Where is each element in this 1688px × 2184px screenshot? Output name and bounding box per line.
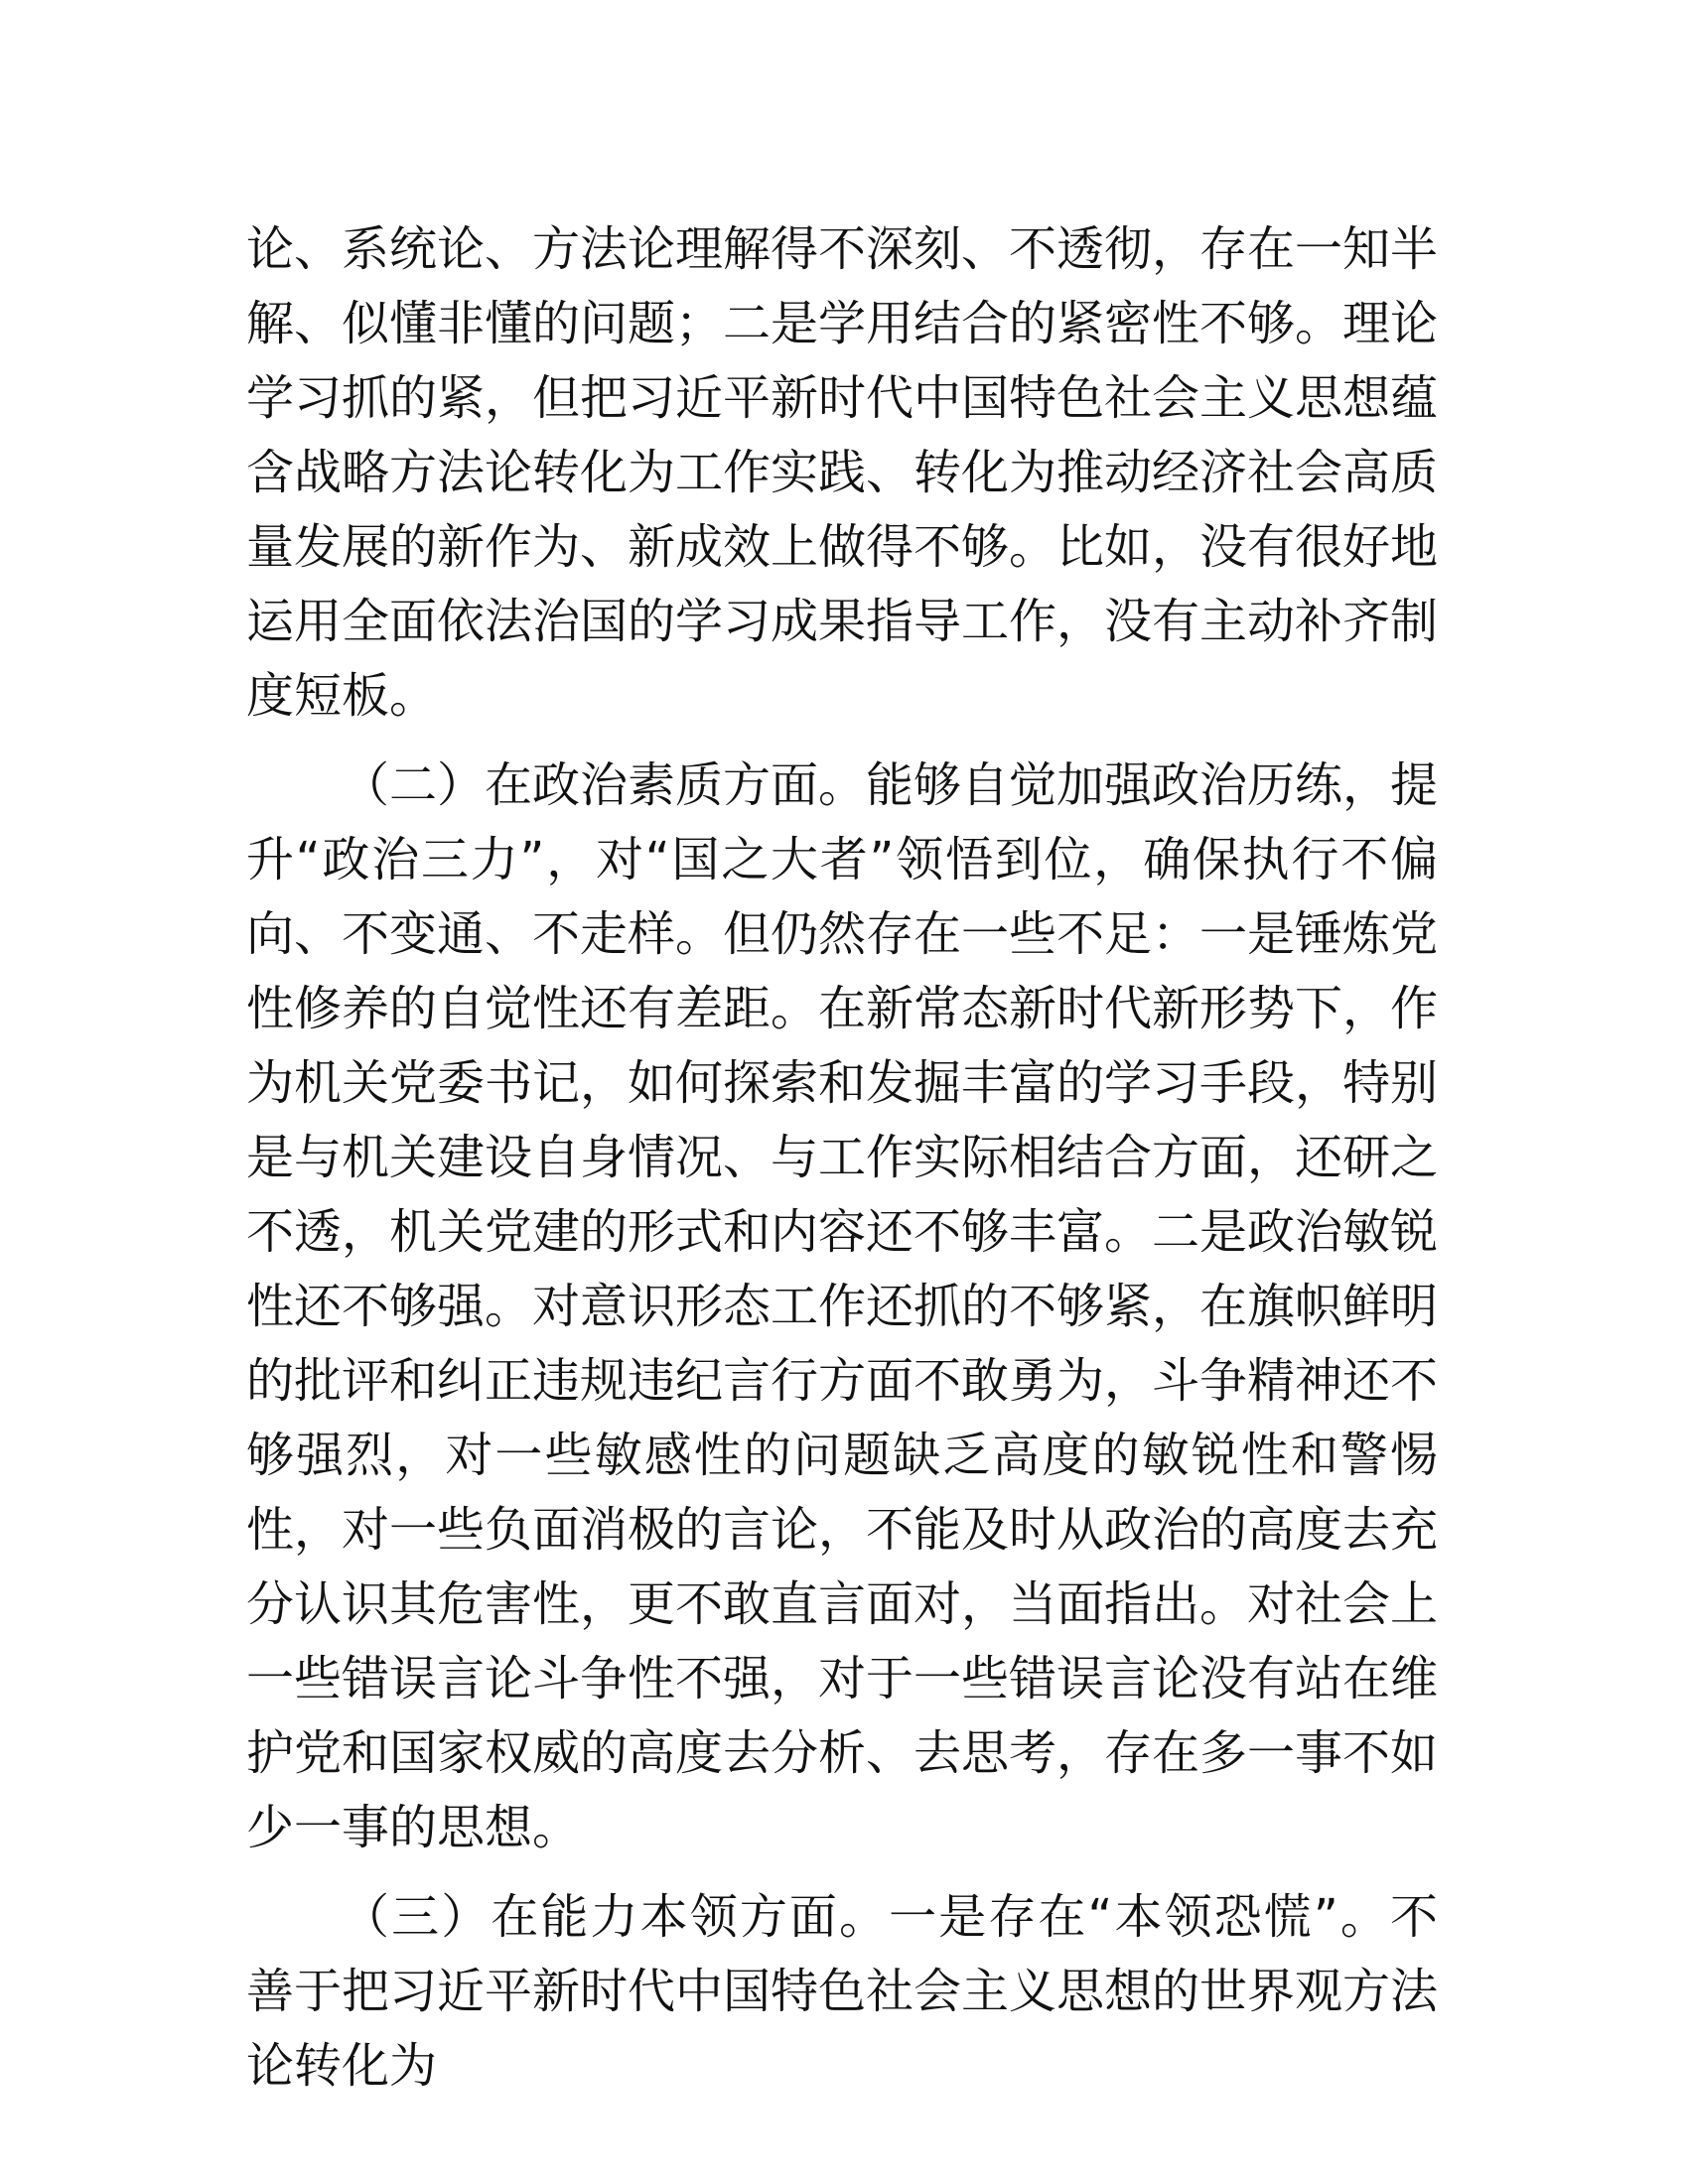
paragraph-political-quality: （二）在政治素质方面。能够自觉加强政治历练，提升“政治三力”，对“国之大者”领悟到位，确保执行不偏向、不变通、不走样。但仍然存在一些不足：一是锤炼党性修养的自觉性还有差距。在新常态新时代新形势下，作为机关党委书记，如何探索和发掘丰富的学习手段，特别是与机关建设自身情况、与工作实际相结合方面，还研之不透，机关党建的形式和内容还不够丰富。二是政治敏锐性还不够强。对意识形态工作还抓的不够紧，在旗帜鲜明的批评和纠正违规违纪言行方面不敢勇为，斗争精神还不够强烈，对一些敏感性的问题缺乏高度的敏锐性和警惕性，对一些负面消极的言论，不能及时从政治的高度去充分认识其危害性，更不敢直言面对，当面指出。对社会上一些错误言论斗争性不强，对于一些错误言论没有站在维护党和国家权威的高度去分析、去思考，存在多一事不如少一事的思想。 <box>246 757 1439 1855</box>
paragraph-ability: （三）在能力本领方面。一是存在“本领恐慌”。不善于把习近平新时代中国特色社会主义思想的世界观方法论转化为 <box>246 1889 1439 2094</box>
paragraph-continuation: 论、系统论、方法论理解得不深刻、不透彻，存在一知半解、似懂非懂的问题；二是学用结合的紧密性不够。理论学习抓的紧，但把习近平新时代中国特色社会主义思想蕴含战略方法论转化为工作实践、转化为推动经济社会高质量发展的新作为、新成效上做得不够。比如，没有很好地运用全面依法治国的学习成果指导工作，没有主动补齐制度短板。 <box>246 221 1439 724</box>
document-body <box>246 212 1439 2094</box>
